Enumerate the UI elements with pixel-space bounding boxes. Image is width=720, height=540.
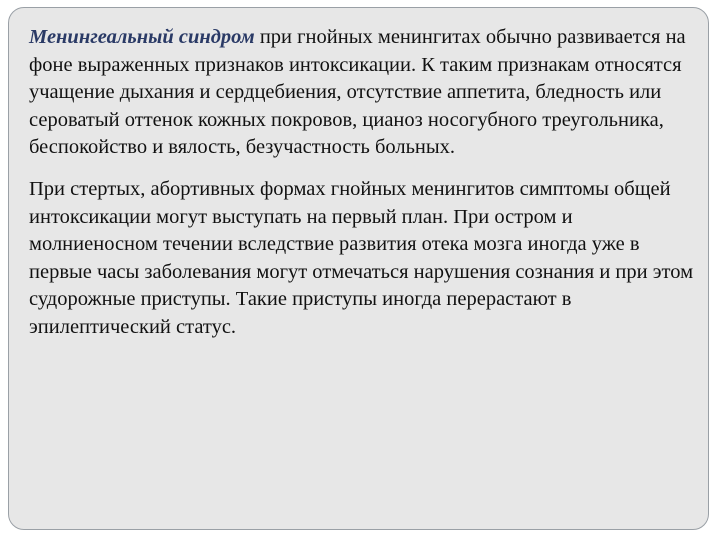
slide-frame — [8, 7, 709, 530]
paragraph-2-text: При стертых, абортивных формах гнойных менингитов симптомы общей интоксикации могут выступать на первый план. При остром и молниеносном течении вследствие развития отека мозга иногда уже в первые часы заболевания могут отмечаться нарушения сознания и при этом судорожные приступы. Такие приступы иногда перерастают в эпилептический статус. — [29, 177, 694, 338]
paragraph-meningeal-syndrome — [29, 24, 699, 162]
paragraph-1-text: при гнойных менингитах обычно развивается на фоне выраженных признаков интоксикации. К таким признакам относятся учащение дыхания и сердцебиения, отсутствие аппетита, бледность или сероватый оттенок кожных покровов, цианоз носогубного треугольника, беспокойство и вялость, безучастность больных. — [29, 26, 686, 159]
term-meningeal-syndrome: Менингеальный синдром — [29, 26, 255, 48]
paragraph-abortive-forms — [29, 176, 699, 342]
slide-content — [29, 24, 699, 356]
